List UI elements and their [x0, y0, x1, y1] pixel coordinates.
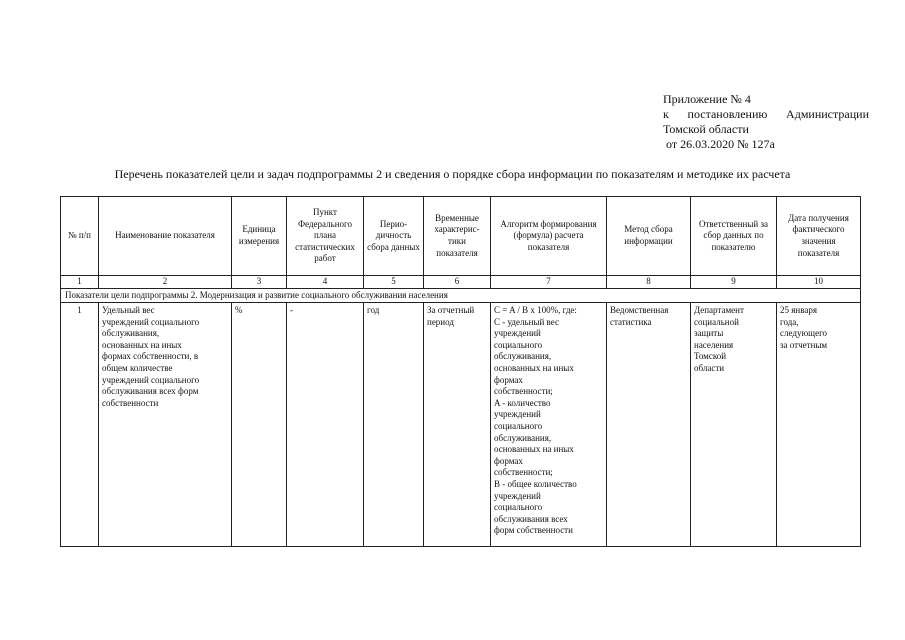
- header-responsible: Ответственный за сбор данных по показателю: [691, 197, 777, 276]
- cell-line: формах: [494, 374, 523, 385]
- appendix-line-2-k: к: [663, 107, 669, 121]
- cell-line: основанных на иных: [494, 444, 574, 455]
- cell-line: обслуживания,: [494, 432, 552, 443]
- cell-line: социального: [494, 502, 543, 513]
- periodicity-value: год: [364, 303, 424, 547]
- cell-line: форм собственности: [494, 525, 573, 536]
- cell-line: учреждений: [494, 409, 541, 420]
- cell-line: общем количестве: [102, 362, 173, 373]
- cell-line: обслуживания,: [494, 351, 552, 362]
- column-number: 6: [424, 276, 491, 289]
- column-number: 5: [364, 276, 424, 289]
- cell-line: учреждений социального: [102, 316, 200, 327]
- header-time: Временные характерис- тики показателя: [424, 197, 491, 276]
- cell-line: C - удельный вес: [494, 316, 559, 327]
- appendix-line-1: Приложение № 4: [663, 92, 751, 106]
- appendix-line-2: [663, 107, 869, 122]
- unit-value: %: [232, 303, 287, 547]
- appendix-line-4: от 26.03.2020 № 127а: [666, 137, 775, 151]
- cell-line: собственности: [102, 397, 159, 408]
- header-method: Метод сбора информации: [607, 197, 691, 276]
- header-row: [61, 197, 861, 276]
- header-plan-item: Пункт Федерального плана статистических работ: [287, 197, 364, 276]
- responsible-party: [691, 303, 777, 547]
- cell-line: собственности;: [494, 467, 553, 478]
- cell-line: учреждений: [494, 328, 541, 339]
- time-characteristics: [424, 303, 491, 547]
- appendix-block: [663, 92, 869, 152]
- cell-line: учреждений: [494, 490, 541, 501]
- cell-line: года,: [780, 316, 799, 327]
- cell-line: Томской: [694, 351, 727, 362]
- actual-value-date: [777, 303, 861, 547]
- cell-line: обслуживания всех: [494, 513, 568, 524]
- column-numbers-row: [61, 276, 861, 289]
- column-number: 4: [287, 276, 364, 289]
- cell-line: период: [427, 316, 454, 327]
- table-row: [61, 303, 861, 547]
- column-number: 9: [691, 276, 777, 289]
- cell-line: B - общее количество: [494, 478, 577, 489]
- cell-line: населения: [694, 339, 734, 350]
- cell-line: основанных на иных: [102, 339, 182, 350]
- cell-line: собственности;: [494, 386, 553, 397]
- column-number: 7: [491, 276, 607, 289]
- appendix-line-3: Томской области: [663, 122, 749, 136]
- cell-line: C = A / B x 100%, где:: [494, 305, 577, 315]
- plan-item-value: -: [287, 303, 364, 547]
- cell-line: защиты: [694, 328, 724, 339]
- section-title: Показатели цели подпрограммы 2. Модернизация и развитие социального обслуживания населения: [61, 289, 861, 303]
- cell-line: социального: [494, 420, 543, 431]
- indicator-name: [99, 303, 232, 547]
- cell-line: A - количество: [494, 397, 551, 408]
- cell-line: основанных на иных: [494, 362, 574, 373]
- cell-line: Удельный вес: [102, 305, 155, 315]
- section-row: [61, 289, 861, 303]
- cell-line: формах собственности, в: [102, 351, 199, 362]
- cell-line: формах: [494, 455, 523, 466]
- cell-line: следующего: [780, 328, 828, 339]
- algorithm-formula: [491, 303, 607, 547]
- cell-line: социального: [494, 339, 543, 350]
- cell-line: Департамент: [694, 305, 744, 315]
- column-number: 1: [61, 276, 99, 289]
- column-number: 8: [607, 276, 691, 289]
- header-periodicity: Перио- дичность сбора данных: [364, 197, 424, 276]
- header-name: Наименование показателя: [99, 197, 232, 276]
- header-date: Дата получения фактического значения показателя: [777, 197, 861, 276]
- indicators-table: [60, 196, 861, 547]
- document-title: Перечень показателей цели и задач подпрограммы 2 и сведения о порядке сбора информации по показателям и методике их расчета: [114, 167, 791, 181]
- cell-line: учреждений социального: [102, 374, 200, 385]
- column-number: 3: [232, 276, 287, 289]
- header-num: № п/п: [61, 197, 99, 276]
- header-unit: Единица измерения: [232, 197, 287, 276]
- cell-line: статистика: [610, 316, 652, 327]
- cell-line: 25 января: [780, 305, 817, 315]
- header-algorithm: Алгоритм формирования (формула) расчета показателя: [491, 197, 607, 276]
- cell-line: обслуживания,: [102, 328, 160, 339]
- row-number: 1: [61, 303, 99, 547]
- column-number: 10: [777, 276, 861, 289]
- cell-line: За отчетный: [427, 305, 475, 315]
- collection-method: [607, 303, 691, 547]
- cell-line: области: [694, 362, 725, 373]
- cell-line: Ведомственная: [610, 305, 669, 315]
- column-number: 2: [99, 276, 232, 289]
- cell-line: за отчетным: [780, 339, 828, 350]
- cell-line: обслуживания всех форм: [102, 386, 199, 397]
- appendix-line-2-decree: постановлению: [687, 107, 768, 121]
- appendix-line-2-admin: Администрации: [786, 107, 869, 121]
- cell-line: социальной: [694, 316, 739, 327]
